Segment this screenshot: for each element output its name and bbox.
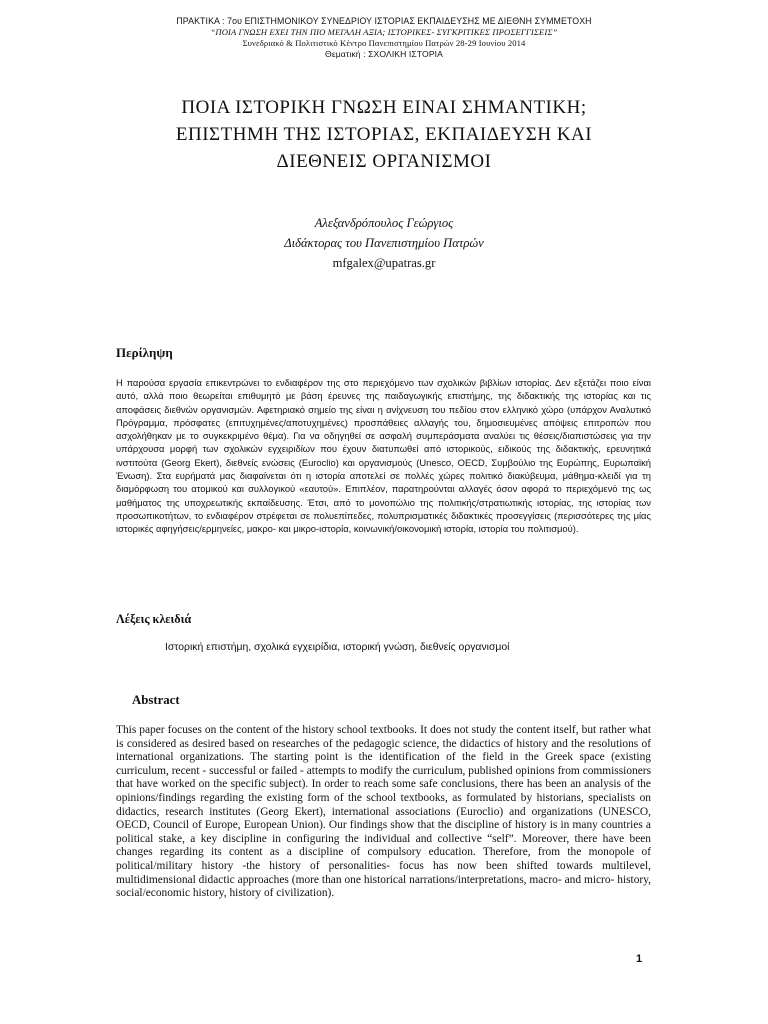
abstract-paragraph: This paper focuses on the content of the history school textbooks. It does not study the content itself, but rather what is considered as desired based on researches of the pedagogic science, the didactics of history and the resolutions of international organizations. The starting point is the identification of the field in the Greek space (existing curriculum, recent - successful or failed - attempts to modify the curriculum, published opinions from commissioners that have worked on the specific subject). In order to reach some safe conclusions, there has been an analysis of the opinions/findings regarding the existing form of the school textbooks, as formulated by historians, specialists on didactics, research institutes (Georg Ekert), international associations (Euroclio) and organizations (UNESCO, OECD, Council of Europe, European Union). Our findings show that the discipline of history is in many countries a political stake, a key discipline in configuring the individual and collective “self”. Moreover, there have been changes regarding its content as a discipline of compulsory education. Therefore, from the monopole of political/military history -the history of personalities- focus has now been shifted towards multilevel, multidimensional didactic approaches (more than one historical narrations/interpretations, macro- and micro- history, social/economic history, history of civilization). — [116, 724, 651, 900]
venue-line: Συνεδριακό & Πολιτιστικό Κέντρο Πανεπιστημίου Πατρών 28-29 Ιουνίου 2014 — [242, 38, 526, 48]
keywords-heading: Λέξεις κλειδιά — [116, 612, 192, 626]
abstract-heading: Abstract — [132, 693, 180, 707]
proceedings-line: ΠΡΑΚΤΙΚΑ : 7ου ΕΠΙΣΤΗΜΟΝΙΚΟΥ ΣΥΝΕΔΡΙΟΥ ΙΣΤΟΡΙΑΣ ΕΚΠΑΙΔΕΥΣΗΣ ΜΕ ΔΙΕΘΝΗ ΣΥΜΜΕΤΟΧΗ — [176, 16, 592, 26]
conference-theme-line: “ΠΟΙΑ ΓΝΩΣΗ ΕΧΕΙ ΤΗΝ ΠΙΟ ΜΕΓΑΛΗ ΑΞΙΑ; ΙΣΤΟΡΙΚΕΣ- ΣΥΓΚΡΙΤΙΚΕΣ ΠΡΟΣΕΓΓΙΣΕΙΣ” — [210, 27, 558, 37]
paper-title — [110, 94, 658, 175]
section-line: Θεματική : ΣΧΟΛΙΚΗ ΙΣΤΟΡΙΑ — [325, 49, 443, 59]
author-email: mfgalex@upatras.gr — [332, 256, 436, 270]
page-number: 1 — [636, 953, 643, 965]
keywords-text: Ιστορική επιστήμη, σχολικά εγχειρίδια, ιστορική γνώση, διεθνείς οργανισμοί — [165, 642, 510, 653]
running-header — [0, 16, 768, 60]
title-line-2: ΕΠΙΣΤΗΜΗ ΤΗΣ ΙΣΤΟΡΙΑΣ, ΕΚΠΑΙΔΕΥΣΗ ΚΑΙ — [175, 124, 593, 145]
title-line-1: ΠΟΙΑ ΙΣΤΟΡΙΚΗ ΓΝΩΣΗ ΕΙΝΑΙ ΣΗΜΑΝΤΙΚΗ; — [181, 97, 587, 118]
perilipsi-paragraph: Η παρούσα εργασία επικεντρώνει το ενδιαφέρον της στο περιεχόμενο των σχολικών βιβλίων ιστορίας. Δεν εξετάζει ποιο είναι αυτό, αλλά ποιο θεωρείται επιθυμητό με βάση έρευνες της παιδαγωγικής επιστήμης, της διδακτικής της ιστορίας και τις αποφάσεις διεθνών οργανισμών. Αφετηριακό σημείο της είναι η ανίχνευση του πεδίου στον ελληνικό χώρο (υπάρχον Αναλυτικό Πρόγραμμα, πρόσφατες (επιτυχημένες/αποτυχημένες) προσπάθειες αλλαγής του, δημοσιευμένες απόψεις επιτροπών που ασχολήθηκαν με το συγκεκριμένο θέμα). Για να οδηγηθεί σε ασφαλή συμπεράσματα αναλύει τις θέσεις/διαπιστώσεις για την υπάρχουσα μορφή των σχολικών εγχειριδίων που έχουν διατυπωθεί από ιστορικούς, ειδικούς της διδακτικής, ερευνητικά ινστιτούτα (Georg Ekert), διεθνείς ενώσεις (Euroclio) και οργανισμούς (Unesco, OECD, Συμβούλιο της Ευρώπης, Ευρωπαϊκή Ένωση). Στα ευρήματά μας διαφαίνεται ότι η ιστορία αποτελεί σε πολλές χώρες πολιτικό διακύβευμα, μάθημα-κλειδί για τη διαμόρφωση του ατομικού και συλλογικού «εαυτού». Επιπλέον, παρατηρούνται αλλαγές όσον αφορά το περιεχόμενό της ως μαθήματος της υποχρεωτικής εκπαίδευσης. Έτσι, από το μονοπώλιο της πολιτικής/στρατιωτικής ιστορίας, της ιστορίας των προσωπικοτήτων, το ενδιαφέρον στρέφεται σε πολυεπίπεδες, πολυπρισματικές διδακτικές προσεγγίσεις (περισσότερες της μίας ιστορικές αφηγήσεις/ερμηνείες, μακρο- και μικρο-ιστορία, κοινωνική/οικονομική ιστορία, ιστορία του πολιτισμού). — [116, 377, 651, 535]
perilipsi-heading: Περίληψη — [116, 345, 173, 360]
author-affiliation: Διδάκτορας του Πανεπιστημίου Πατρών — [284, 236, 484, 250]
author-block — [0, 213, 768, 273]
author-name: Αλεξανδρόπουλος Γεώργιος — [314, 216, 454, 230]
title-line-3: ΔΙΕΘΝΕΙΣ ΟΡΓΑΝΙΣΜΟΙ — [276, 151, 492, 172]
